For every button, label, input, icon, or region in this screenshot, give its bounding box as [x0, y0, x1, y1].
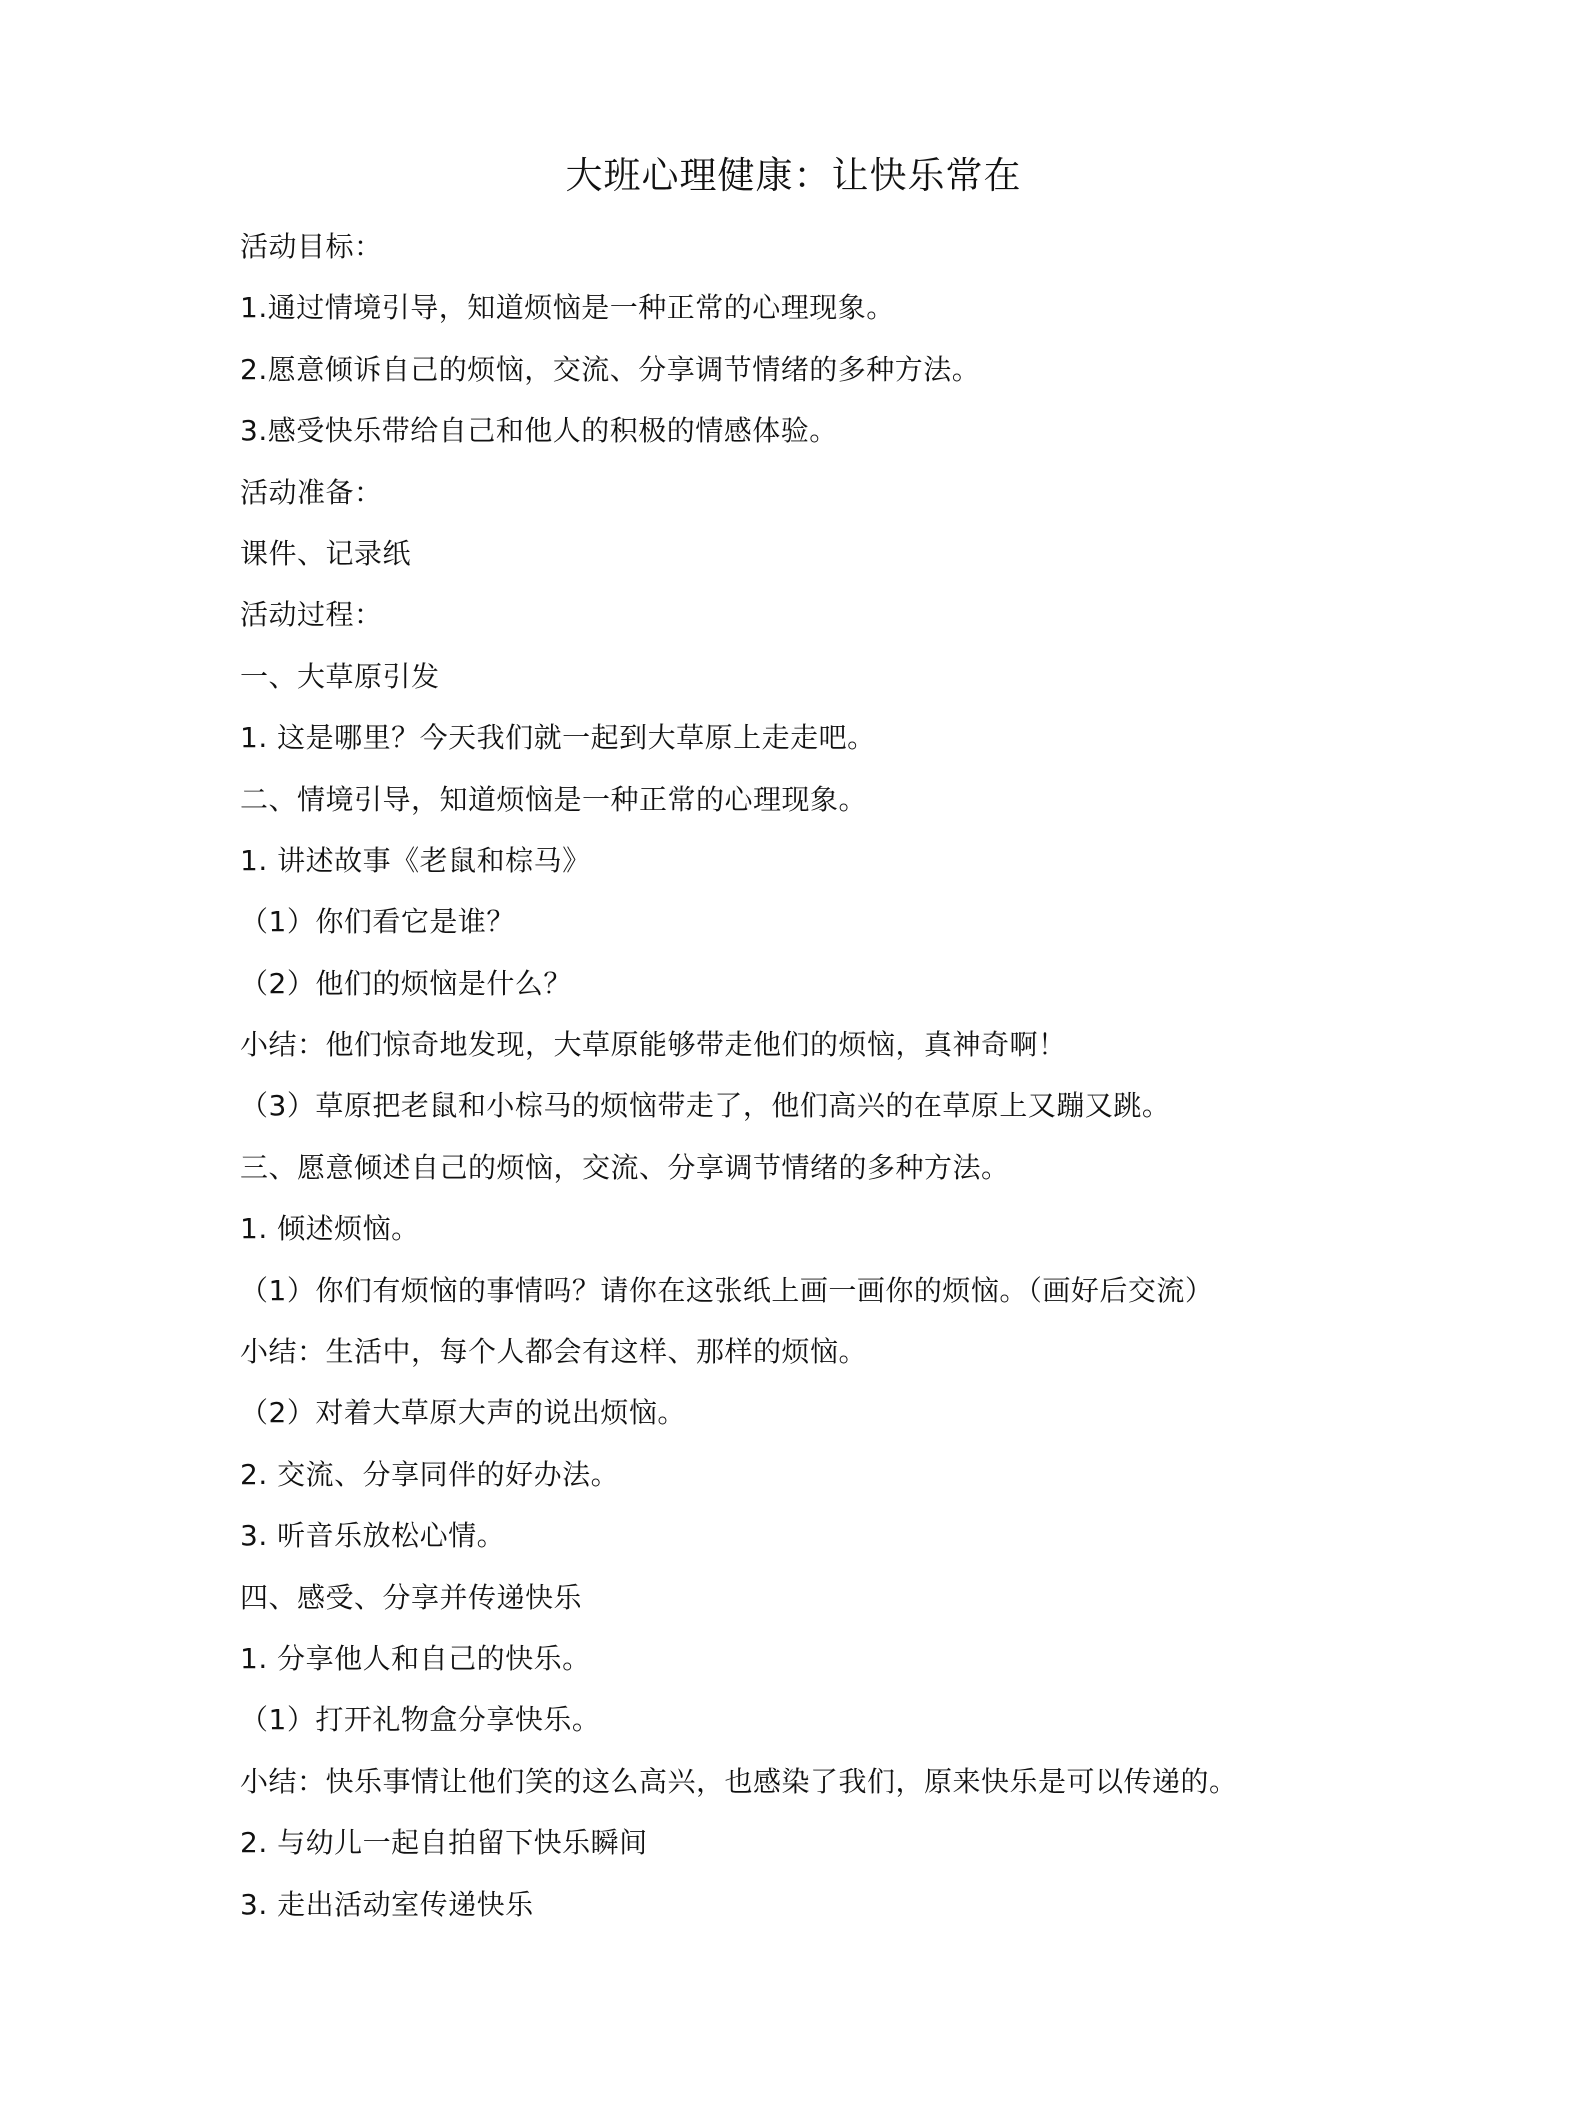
process-substep: （1）你们有烦恼的事情吗？请你在这张纸上画一画你的烦恼。（画好后交流）: [240, 1273, 1214, 1307]
section-heading-process: 活动过程：: [240, 598, 383, 632]
preparation-text: 课件、记录纸: [240, 536, 412, 570]
process-part-heading: 四、感受、分享并传递快乐: [240, 1580, 583, 1614]
process-step: 3. 走出活动室传递快乐: [240, 1887, 534, 1921]
process-step: 2. 与幼儿一起自拍留下快乐瞬间: [240, 1826, 648, 1860]
process-step: 1. 分享他人和自己的快乐。: [240, 1641, 591, 1675]
objective-item: 2.愿意倾诉自己的烦恼，交流、分享调节情绪的多种方法。: [240, 352, 981, 386]
process-step: 3. 听音乐放松心情。: [240, 1519, 506, 1553]
summary-text: 小结：生活中，每个人都会有这样、那样的烦恼。: [240, 1335, 868, 1369]
process-part-heading: 一、大草原引发: [240, 659, 440, 693]
document-title: 大班心理健康：让快乐常在: [565, 154, 1022, 197]
process-part-heading: 二、情境引导，知道烦恼是一种正常的心理现象。: [240, 782, 868, 816]
process-step: 2. 交流、分享同伴的好办法。: [240, 1457, 620, 1491]
process-substep: （2）他们的烦恼是什么？: [240, 966, 572, 1000]
section-heading-preparation: 活动准备：: [240, 475, 383, 509]
section-heading-objectives: 活动目标：: [240, 230, 383, 263]
process-step: 1. 倾述烦恼。: [240, 1212, 420, 1246]
process-substep: （2）对着大草原大声的说出烦恼。: [240, 1396, 686, 1430]
summary-text: 小结：他们惊奇地发现，大草原能够带走他们的烦恼，真神奇啊！: [240, 1028, 1067, 1062]
objective-item: 1.通过情境引导，知道烦恼是一种正常的心理现象。: [240, 291, 895, 325]
process-substep: （1）你们看它是谁？: [240, 905, 515, 939]
objective-item: 3.感受快乐带给自己和他人的积极的情感体验。: [240, 414, 838, 448]
process-substep: （3）草原把老鼠和小棕马的烦恼带走了，他们高兴的在草原上又蹦又跳。: [240, 1089, 1171, 1123]
document-body: [240, 216, 1440, 1935]
process-step: 1. 这是哪里？今天我们就一起到大草原上走走吧。: [240, 721, 876, 755]
summary-text: 小结：快乐事情让他们笑的这么高兴，也感染了我们，原来快乐是可以传递的。: [240, 1764, 1238, 1798]
process-step: 1. 讲述故事《老鼠和棕马》: [240, 843, 591, 877]
process-part-heading: 三、愿意倾述自己的烦恼，交流、分享调节情绪的多种方法。: [240, 1150, 1010, 1184]
process-substep: （1）打开礼物盒分享快乐。: [240, 1703, 601, 1737]
